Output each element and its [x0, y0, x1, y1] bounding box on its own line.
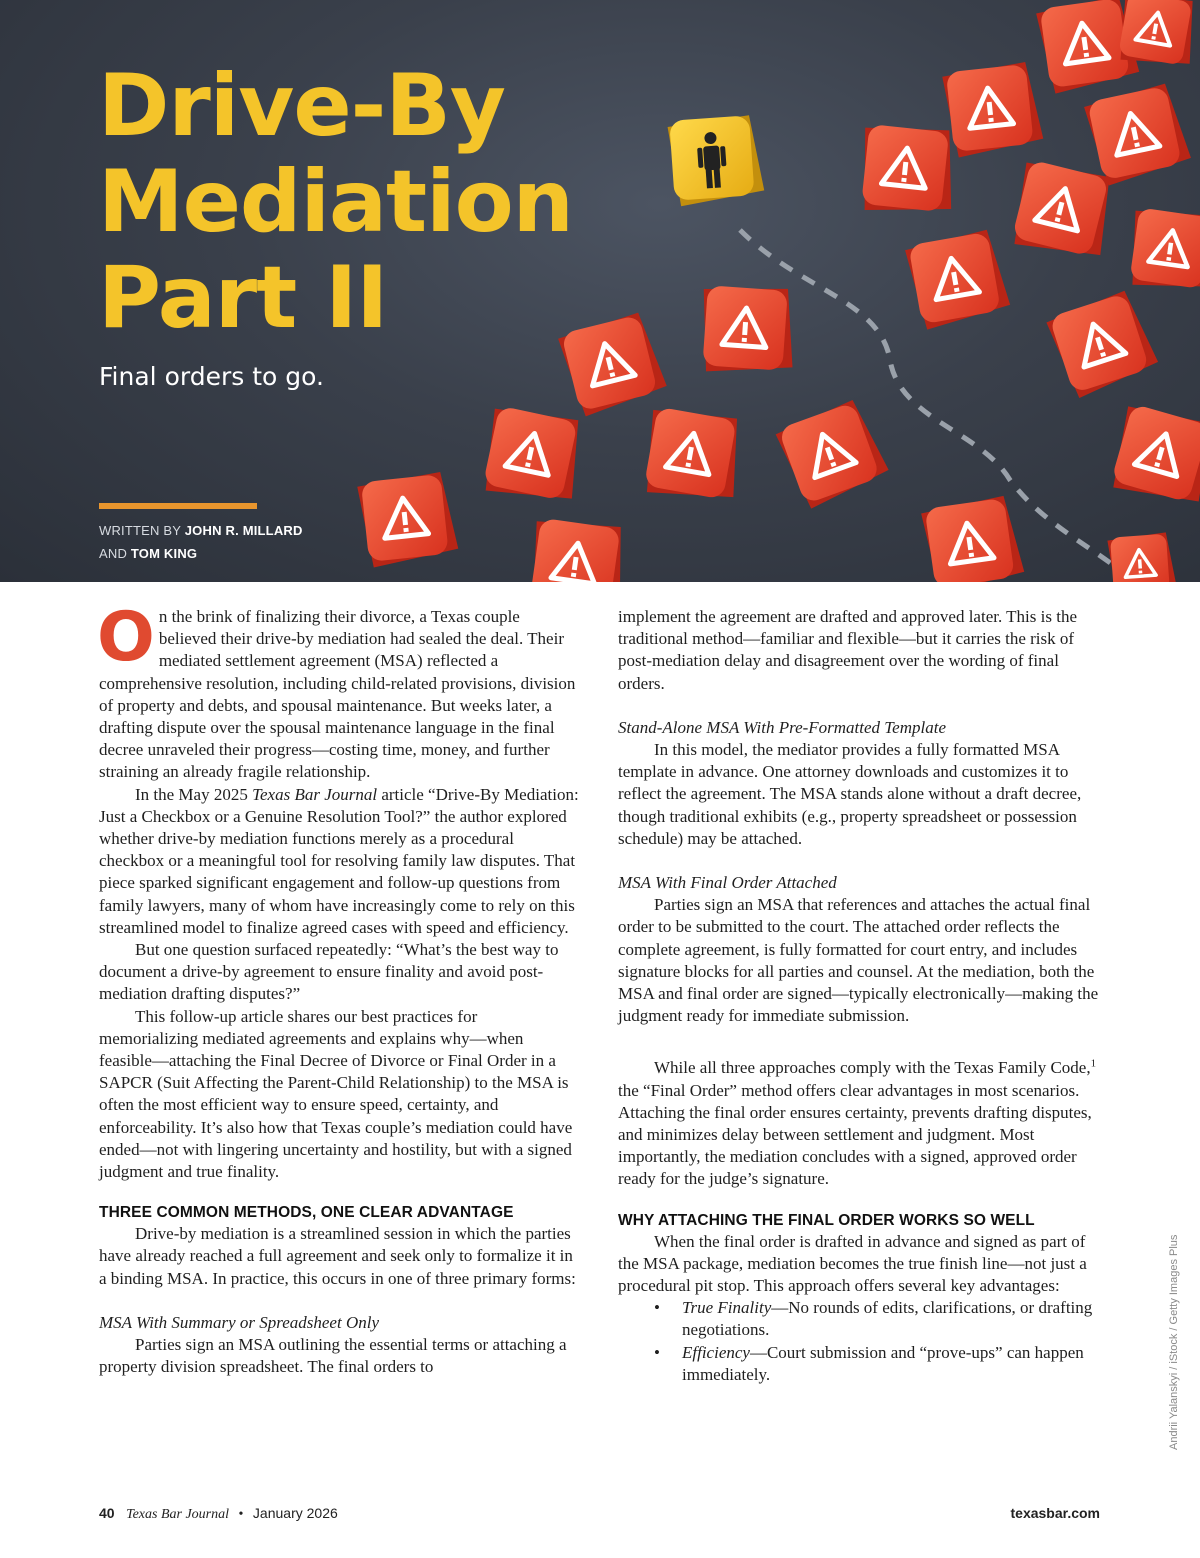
die-warning-icon — [1106, 401, 1200, 512]
die-warning-icon — [857, 122, 960, 219]
issue-date: January 2026 — [252, 1505, 338, 1521]
page-number: 40 — [99, 1505, 115, 1521]
title-line: Mediation — [98, 152, 573, 252]
byline-line-1 — [99, 523, 303, 538]
paragraph: In the May 2025 Texas Bar Journal article “Drive-By Mediation: Just a Checkbox or a Genuine Resolution Tool?” the author explored whether drive-by mediation functions merely as a procedural checkbox or a meaningful tool for resolving family law disputes. That piece sparked significant engagement and follow-up questions from family lawyers, many of whom have increasingly come to rely on this streamlined model to finalize agreed cases with speed and efficiency. — [99, 784, 579, 937]
byline-prefix: WRITTEN BY — [99, 523, 181, 538]
byline-line-2 — [99, 546, 197, 561]
paragraph: This follow-up article shares our best practices for memorializing mediated agreements and explains why—when feasible—attaching the Final Decree of Divorce or Final Order in a SAPCR (Suit Affecting the Parent-Child Relationship) to the MSA is often the most efficient way to ensure speed, certainty, and enforceability. It’s also how that Texas couple’s mediation could have ended—not with lingering uncertainty and hostility, but with a signed judgment and true finality. — [99, 1006, 573, 1182]
die-warning-icon — [478, 403, 588, 509]
advantages-list — [618, 1297, 1104, 1386]
footnote-ref[interactable]: 1 — [1090, 1057, 1097, 1070]
subheading: MSA With Final Order Attached — [618, 873, 837, 893]
section-heading: WHY ATTACHING THE FINAL ORDER WORKS SO WELL — [618, 1211, 1035, 1229]
paragraph: Drive-by mediation is a streamlined session in which the parties have already reached a full agreement and seek only to formalize it in a binding MSA. In practice, this occurs in one of three primary forms: — [99, 1224, 576, 1288]
die-warning-icon — [774, 397, 892, 512]
list-item: • Efficiency—Court submission and “prove-ups” can happen immediately. — [654, 1342, 1084, 1384]
section-heading: THREE COMMON METHODS, ONE CLEAR ADVANTAGE — [99, 1204, 514, 1222]
article-column-left — [97, 598, 579, 1379]
die-warning-icon — [942, 61, 1045, 158]
die-warning-icon — [639, 404, 747, 507]
title-line: Part II — [98, 248, 388, 348]
paragraph: But one question surfaced repeatedly: “What’s the best way to document a drive-by agreement to ensure finality and avoid post-mediation drafting disputes?” — [99, 940, 559, 1004]
article-title — [98, 58, 658, 346]
die-warning-icon — [1125, 205, 1200, 295]
person-die-icon — [667, 115, 765, 207]
author-name: JOHN R. MILLARD — [184, 523, 303, 538]
footer-left — [99, 1505, 338, 1523]
title-line: Drive-By — [98, 56, 505, 156]
bullet-icon: • — [654, 1298, 660, 1318]
article-subtitle: Final orders to go. — [99, 362, 324, 391]
die-warning-icon — [1107, 532, 1177, 582]
die-warning-icon — [904, 228, 1012, 331]
byline-prefix: AND — [99, 546, 128, 561]
article-column-right — [618, 606, 1104, 1386]
paragraph: Parties sign an MSA that references and attaches the actual final order to be submitted to the court. The attached order reflects the complete agreement, is fully formatted for court entry, and includes signature blocks for all parties and counsel. At the mediation, both the MSA and final order are signed—typically electronically—making the judgment ready for immediate submission. — [618, 895, 1099, 1026]
subheading: MSA With Summary or Spreadsheet Only — [99, 1312, 379, 1332]
bullet-term: True Finality — [682, 1298, 772, 1318]
paragraph: implement the agreement are drafted and approved later. This is the traditional method—familiar and flexible—but it carries the risk of post-mediation delay and disagreement over the wording of final orders. — [618, 607, 1077, 693]
site-link[interactable]: texasbar.com — [1010, 1505, 1100, 1521]
die-warning-icon — [525, 515, 630, 582]
accent-rule — [99, 503, 257, 509]
hero-banner — [0, 0, 1200, 582]
die-warning-icon — [1007, 157, 1119, 265]
paragraph: While all three approaches comply with the Texas Family Code,$^1$ the “Final Order” method offers clear advantages in most scenarios. Attaching the final order ensures certainty, prevents drafting disputes, and minimizes delay between settlement and judgment. Most importantly, the mediation concludes with a signed, approved order ready for the judge’s signature. — [618, 1057, 1097, 1189]
paragraph: When the final order is drafted in advance and signed as part of the MSA package, mediation becomes the true finish line—not just a procedural pit stop. This approach offers several key advantages: — [618, 1231, 1087, 1296]
footer-separator: • — [238, 1507, 244, 1522]
subheading: Stand-Alone MSA With Pre-Formatted Template — [618, 717, 946, 737]
die-warning-icon — [698, 283, 798, 377]
publication-title: Texas Bar Journal — [252, 784, 378, 804]
list-item: • True Finality—No rounds of edits, clarifications, or drafting negotiations. — [654, 1298, 1093, 1340]
publication-name: Texas Bar Journal — [126, 1507, 230, 1522]
bullet-icon: • — [654, 1342, 660, 1362]
paragraph: In this model, the mediator provides a fully formatted MSA template in advance. One attorney downloads and customizes it to reflect the agreement. The MSA stands alone without a draft decree, though traditional exhibits (e.g., property spreadsheet or possession schedule) may be attached. — [618, 740, 1082, 848]
dropcap: O — [97, 598, 155, 677]
die-warning-icon — [1045, 288, 1162, 401]
author-name: TOM KING — [130, 546, 198, 561]
die-warning-icon — [920, 494, 1025, 582]
die-warning-icon — [1083, 82, 1193, 188]
paragraph: Parties sign an MSA outlining the essential terms or attaching a property division spreadsheet. The final orders to — [99, 1335, 567, 1377]
die-warning-icon — [357, 471, 460, 568]
image-credit: Andrii Yalanskyi / iStock / Getty Images Plus — [1168, 1234, 1180, 1450]
paragraph: On the brink of finalizing their divorce, a Texas couple believed their drive-by mediation had sealed the deal. Their mediated settlement agreement (MSA) reflected a comprehensive resolution, including child-related provisions, division of property and debts, and spousal maintenance. But weeks later, a drafting dispute over the spousal maintenance language in the final decree unraveled their progress—costing time, money, and further straining an already fragile relationship. — [97, 598, 576, 782]
bullet-term: Efficiency — [682, 1342, 750, 1362]
